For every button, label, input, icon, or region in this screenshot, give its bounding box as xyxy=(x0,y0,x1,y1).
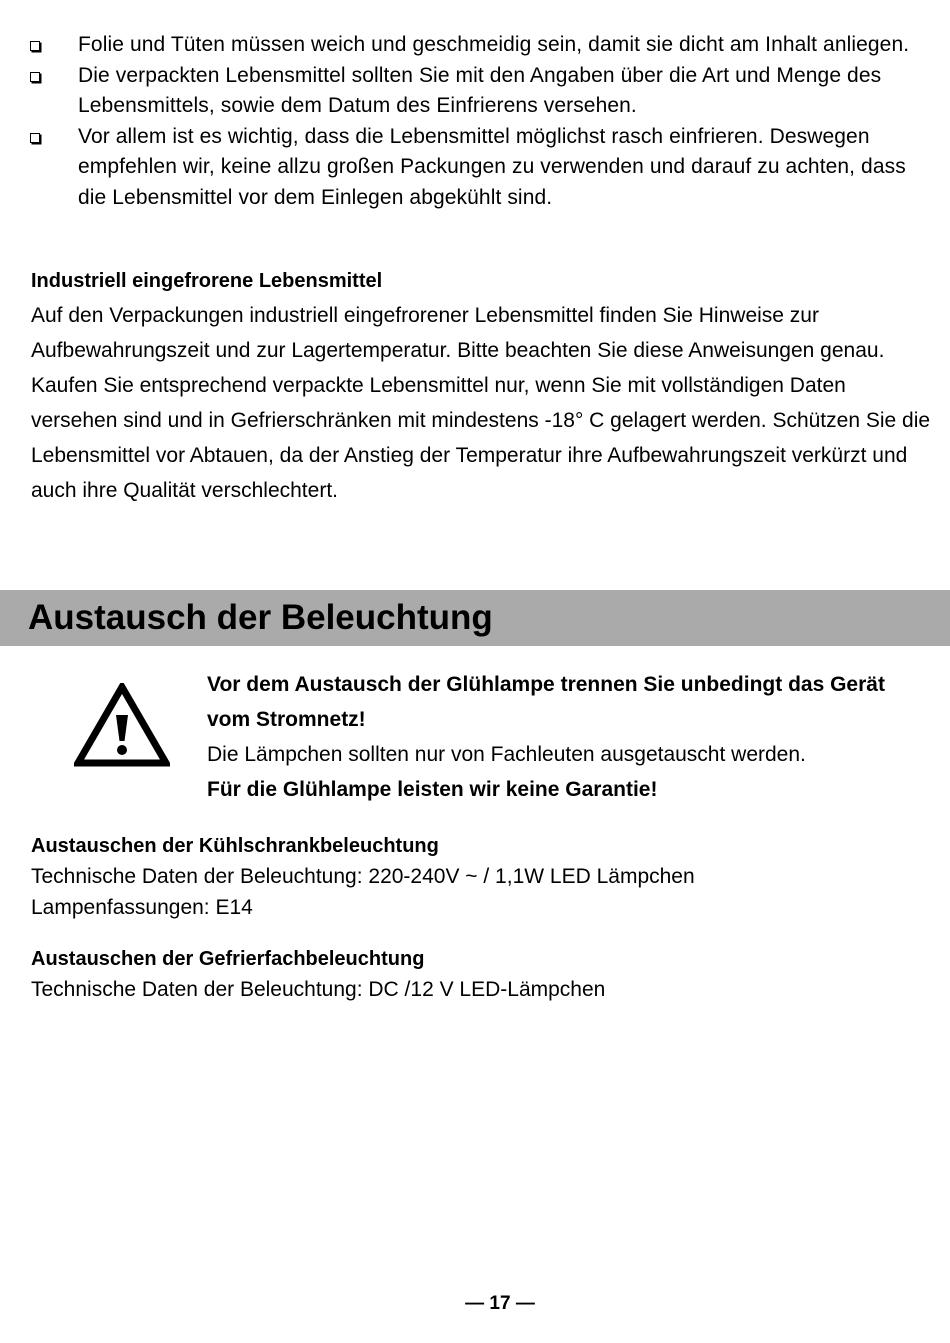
checkbox-bullet-icon xyxy=(30,72,40,82)
warning-triangle-icon xyxy=(74,683,170,767)
freezer-light-section xyxy=(31,944,931,1005)
warning-line-secondary: Die Lämpchen sollten nur von Fachleuten ausgetauscht werden. xyxy=(207,743,806,766)
list-item xyxy=(30,30,930,61)
warning-text-block xyxy=(207,667,927,807)
bullet-text: Die verpackten Lebensmittel sollten Sie mit den Angaben über die Art und Menge des Lebensmittels, sowie dem Datum des Einfrierens versehen. xyxy=(78,63,882,117)
checkbox-bullet-icon xyxy=(30,41,40,51)
industrial-paragraph: Auf den Verpackungen industriell eingefrorener Lebensmittel finden Sie Hinweise zur Aufbewahrungszeit und zur Lagertemperatur. Bitte beachten Sie diese Anweisungen genau. Kaufen Sie entsprechend verpackte Lebensmittel nur, wenn Sie mit vollständigen Daten versehen sind und in Gefrierschränken mit mindestens -18° C gelagert werden. Schützen Sie die Lebensmittel vor Abtauen, da der Anstieg der Temperatur ihre Aufbewahrungszeit verkürzt und auch ihre Qualität verschlechtert. xyxy=(31,304,931,502)
fridge-light-socket: Lampenfassungen: E14 xyxy=(31,896,253,919)
freezer-light-heading: Austauschen der Gefrierfachbeleuchtung xyxy=(31,948,425,970)
fridge-light-section xyxy=(31,831,931,923)
list-item xyxy=(30,122,930,214)
fridge-light-spec: Technische Daten der Beleuchtung: 220-240V ~ / 1,1W LED Lämpchen xyxy=(31,865,695,888)
list-item xyxy=(30,61,930,122)
warning-line-primary: Vor dem Austausch der Glühlampe trennen Sie unbedingt das Gerät vom Stromnetz! xyxy=(207,673,885,731)
page-number: — 17 — xyxy=(465,1293,535,1314)
bullet-text: Folie und Tüten müssen weich und geschmeidig sein, damit sie dicht am Inhalt anliegen. xyxy=(78,33,910,56)
industrial-heading: Industriell eingefrorene Lebensmittel xyxy=(31,270,383,292)
section-banner xyxy=(0,590,950,646)
section-title: Austausch der Beleuchtung xyxy=(28,598,493,637)
fridge-light-heading: Austauschen der Kühlschrankbeleuchtung xyxy=(31,835,439,857)
warning-line-guarantee: Für die Glühlampe leisten wir keine Garantie! xyxy=(207,778,658,801)
industrial-section xyxy=(31,266,931,508)
bullet-list xyxy=(30,30,930,213)
checkbox-bullet-icon xyxy=(30,133,40,143)
bullet-text: Vor allem ist es wichtig, dass die Lebensmittel möglichst rasch einfrieren. Deswegen empfehlen wir, keine allzu großen Packungen zu verwenden und darauf zu achten, dass die Lebensmittel vor dem Einlegen abgekühlt sind. xyxy=(78,124,906,209)
freezer-light-spec: Technische Daten der Beleuchtung: DC /12 V LED-Lämpchen xyxy=(31,978,606,1001)
